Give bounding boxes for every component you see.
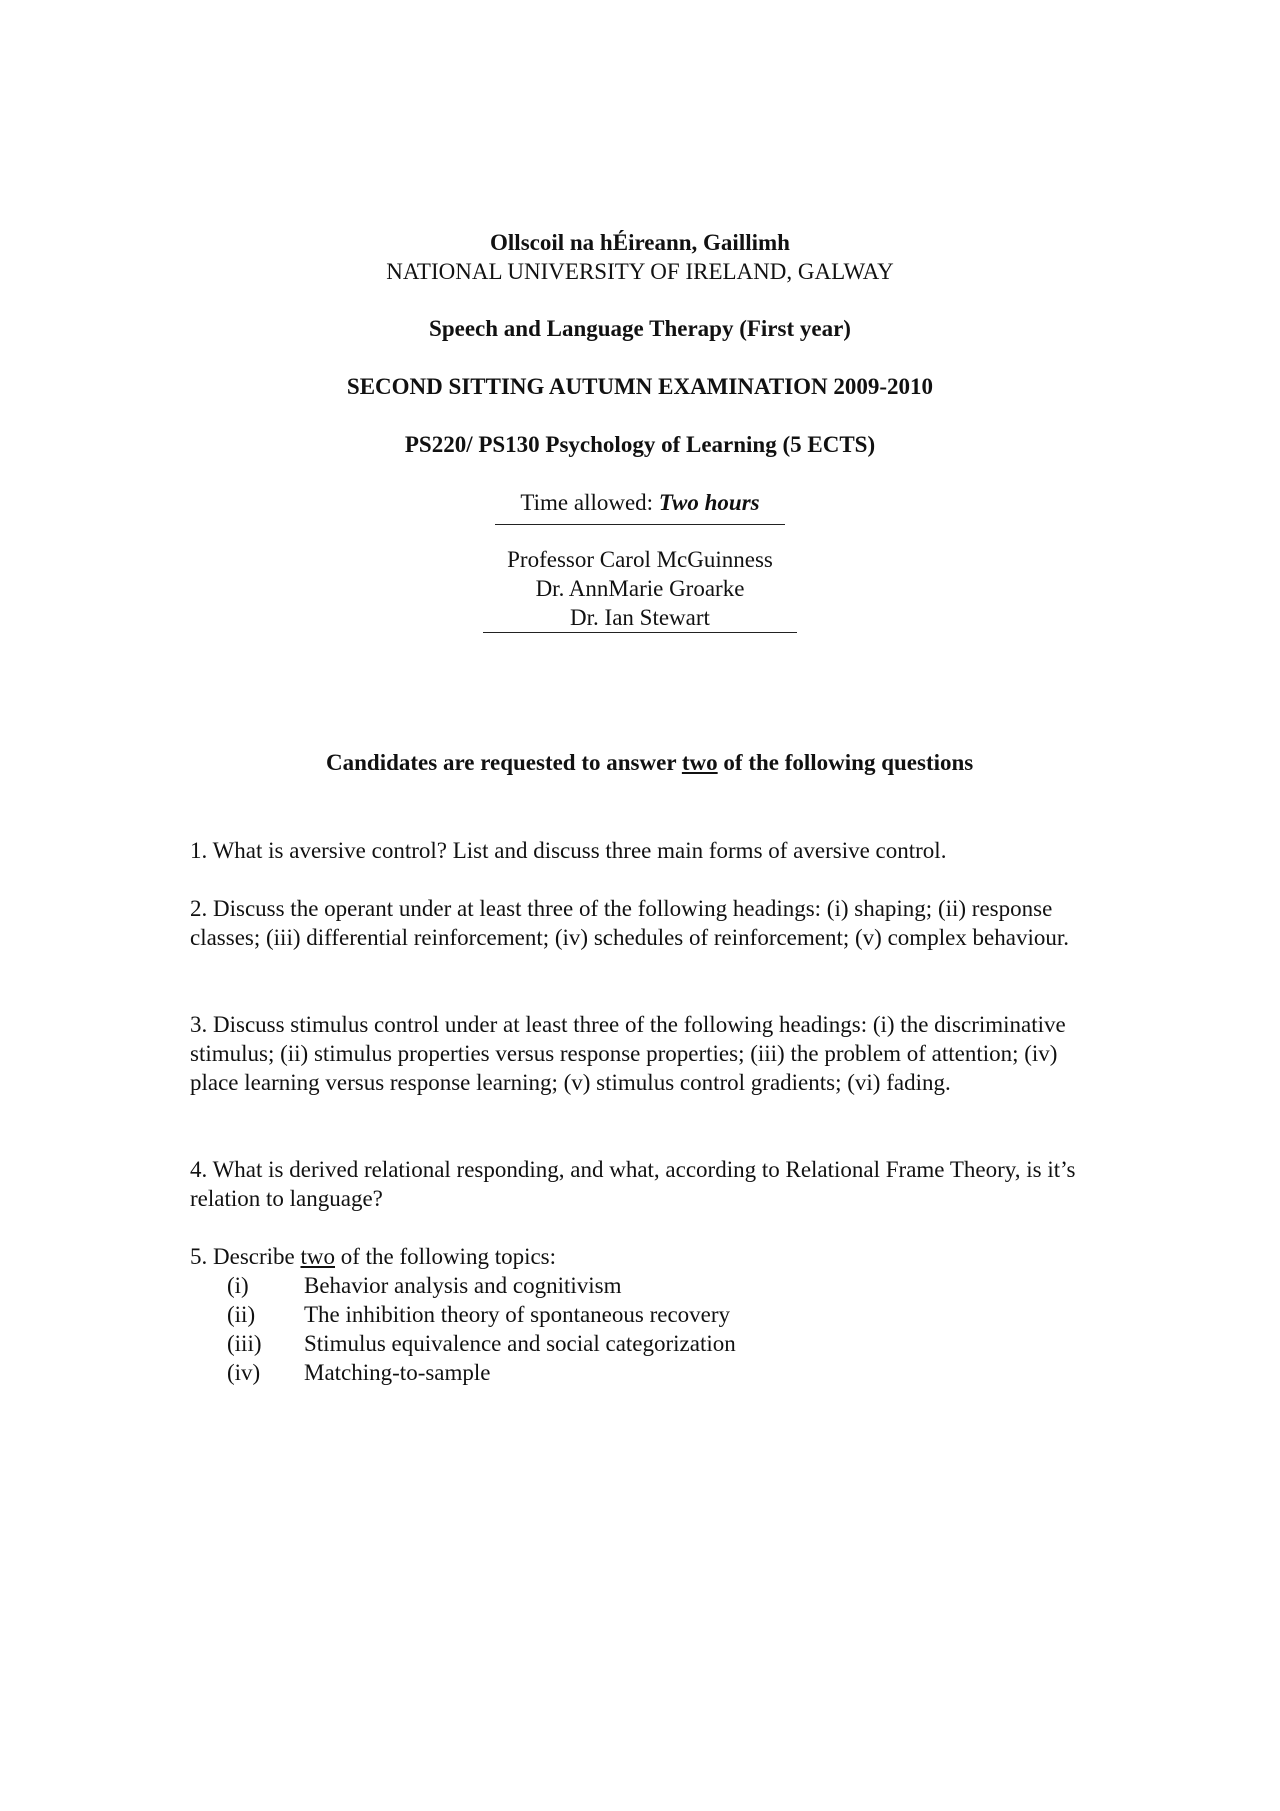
examiner-1: Professor Carol McGuinness <box>507 547 773 572</box>
time-allowed-label: Time allowed: <box>520 490 659 515</box>
question-5-emphasis: two <box>300 1244 335 1269</box>
topic-item <box>190 1300 1090 1329</box>
question-5-text <box>190 1242 1090 1271</box>
examiner-list <box>0 545 1280 632</box>
topic-number: (iv) <box>227 1360 261 1385</box>
question-2-text: 2. Discuss the operant under at least three of the following headings: (i) shaping; (ii) response classes; (iii) differential reinforcement; (iv) schedules of reinforcement; (v) complex behaviour. <box>190 896 1069 950</box>
topic-item <box>190 1271 1090 1300</box>
examiner-2: Dr. AnnMarie Groarke <box>535 576 745 601</box>
question-5-after: of the following topics: <box>335 1244 557 1269</box>
question-3 <box>190 1010 1100 1097</box>
topic-text: Stimulus equivalence and social categorization <box>304 1331 736 1356</box>
divider-top <box>0 524 1280 525</box>
question-4-text: 4. What is derived relational responding, and what, according to Relational Frame Theory, is it’s relation to language? <box>190 1157 1076 1211</box>
question-1-text: 1. What is aversive control? List and discuss three main forms of aversive control. <box>190 838 947 863</box>
question-2 <box>190 894 1090 952</box>
time-allowed <box>0 488 1280 517</box>
topic-text: The inhibition theory of spontaneous recovery <box>304 1302 731 1327</box>
question-1 <box>190 836 1090 865</box>
module-title: PS220/ PS130 Psychology of Learning (5 ECTS) <box>404 432 876 457</box>
university-name-english: NATIONAL UNIVERSITY OF IRELAND, GALWAY <box>386 259 894 284</box>
topic-number: (i) <box>227 1273 249 1298</box>
exam-header <box>0 228 1280 286</box>
topic-text: Behavior analysis and cognitivism <box>304 1273 622 1298</box>
instructions-after: of the following questions <box>717 750 974 775</box>
instructions-emphasis: two <box>681 750 718 775</box>
question-5 <box>190 1242 1090 1387</box>
exam-title: SECOND SITTING AUTUMN EXAMINATION 2009-2010 <box>346 374 934 399</box>
programme-title: Speech and Language Therapy (First year) <box>429 316 851 341</box>
topic-number: (iii) <box>227 1331 262 1356</box>
instructions-before: Candidates are requested to answer <box>326 750 682 775</box>
time-allowed-value: Two hours <box>658 490 760 515</box>
question-4 <box>190 1155 1090 1213</box>
question-5-before: 5. Describe <box>190 1244 301 1269</box>
topic-item <box>190 1329 1090 1358</box>
topic-text: Matching-to-sample <box>304 1360 491 1385</box>
examiner-3: Dr. Ian Stewart <box>570 605 710 630</box>
instructions <box>326 748 973 777</box>
topic-number: (ii) <box>227 1302 256 1327</box>
topic-item <box>190 1358 1090 1387</box>
divider-bottom <box>0 632 1280 633</box>
question-3-text: 3. Discuss stimulus control under at least three of the following headings: (i) the discriminative stimulus; (ii) stimulus properties versus response properties; (iii) the problem of attention; (iv) place learning versus response learning; (v) stimulus control gradients; (vi) fading. <box>190 1012 1066 1095</box>
university-name-irish: Ollscoil na hÉireann, Gaillimh <box>490 230 790 255</box>
